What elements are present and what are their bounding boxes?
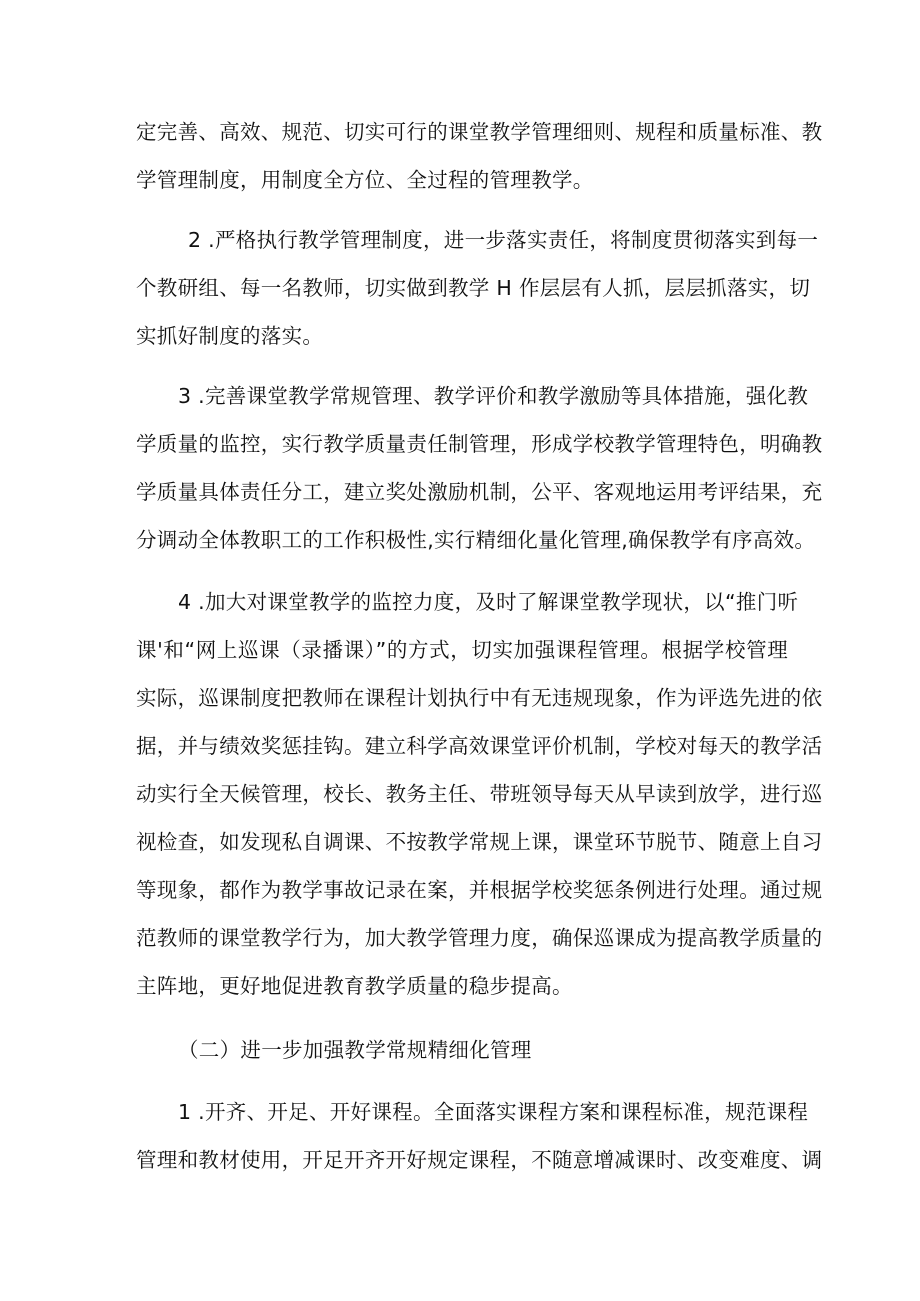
- text-line: 实际，巡课制度把教师在课程计划执行中有无违规现象，作为评选先进的依: [136, 686, 823, 710]
- text-line: 管理和教材使用，开足开齐开好规定课程，不随意增减课时、改变难度、调: [136, 1148, 823, 1172]
- text-line: 学质量具体责任分工，建立奖处激励机制，公平、客观地运用考评结果，充: [136, 480, 823, 504]
- text-line: 主阵地，更好地促进教育教学质量的稳步提高。: [136, 974, 573, 998]
- text-line: 实抓好制度的落实。: [136, 324, 324, 348]
- text-line: 学质量的监控，实行教学质量责任制管理，形成学校教学管理特色，明确教: [136, 432, 823, 456]
- text-line: 等现象，都作为教学事故记录在案，并根据学校奖惩条例进行处理。通过规: [136, 878, 823, 902]
- text-line: 视检查，如发现私自调课、不按教学常规上课，课堂环节脱节、随意上自习: [136, 830, 823, 854]
- text-line: 3 .完善课堂教学常规管理、教学评价和教学激励等具体措施，强化教: [178, 384, 809, 408]
- paragraph-item-2: [136, 216, 819, 360]
- text-line: 定完善、高效、规范、切实可行的课堂教学管理细则、规程和质量标准、教: [136, 120, 823, 144]
- section-heading: [136, 1026, 788, 1074]
- text-line: 2 .严格执行教学管理制度，进一步落实责任，将制度贯彻落实到每一: [188, 228, 819, 252]
- text-line: 个教研组、每一名教师，切实做到教学 H 作层层有人抓，层层抓落实，切: [136, 276, 811, 300]
- paragraph-item-2-1: [136, 1088, 823, 1184]
- paragraph-intro: [136, 108, 823, 204]
- heading-text: （二）进一步加强教学常规精细化管理: [178, 1038, 532, 1062]
- paragraph-item-3: [136, 372, 823, 564]
- text-line: 范教师的课堂教学行为，加大教学管理力度，确保巡课成为提高教学质量的: [136, 926, 823, 950]
- text-line: 学管理制度，用制度全方位、全过程的管理教学。: [136, 168, 594, 192]
- text-line: 分调动全体教职工的工作积极性,实行精细化量化管理,确保教学有序高效。: [136, 528, 816, 552]
- text-line: 4 .加大对课堂教学的监控力度，及时了解课堂教学现状，以“推门听: [178, 590, 799, 614]
- text-line: 据，并与绩效奖惩挂钩。建立科学高效课堂评价机制，学校对每天的教学活: [136, 734, 823, 758]
- text-line: 1 .开齐、开足、开好课程。全面落实课程方案和课程标准，规范课程: [178, 1100, 809, 1124]
- paragraph-item-4: [136, 578, 823, 1010]
- text-line: 课'和“网上巡课（录播课）”的方式，切实加强课程管理。根据学校管理: [136, 638, 788, 662]
- text-line: 动实行全天候管理，校长、教务主任、带班领导每天从早读到放学，进行巡: [136, 782, 823, 806]
